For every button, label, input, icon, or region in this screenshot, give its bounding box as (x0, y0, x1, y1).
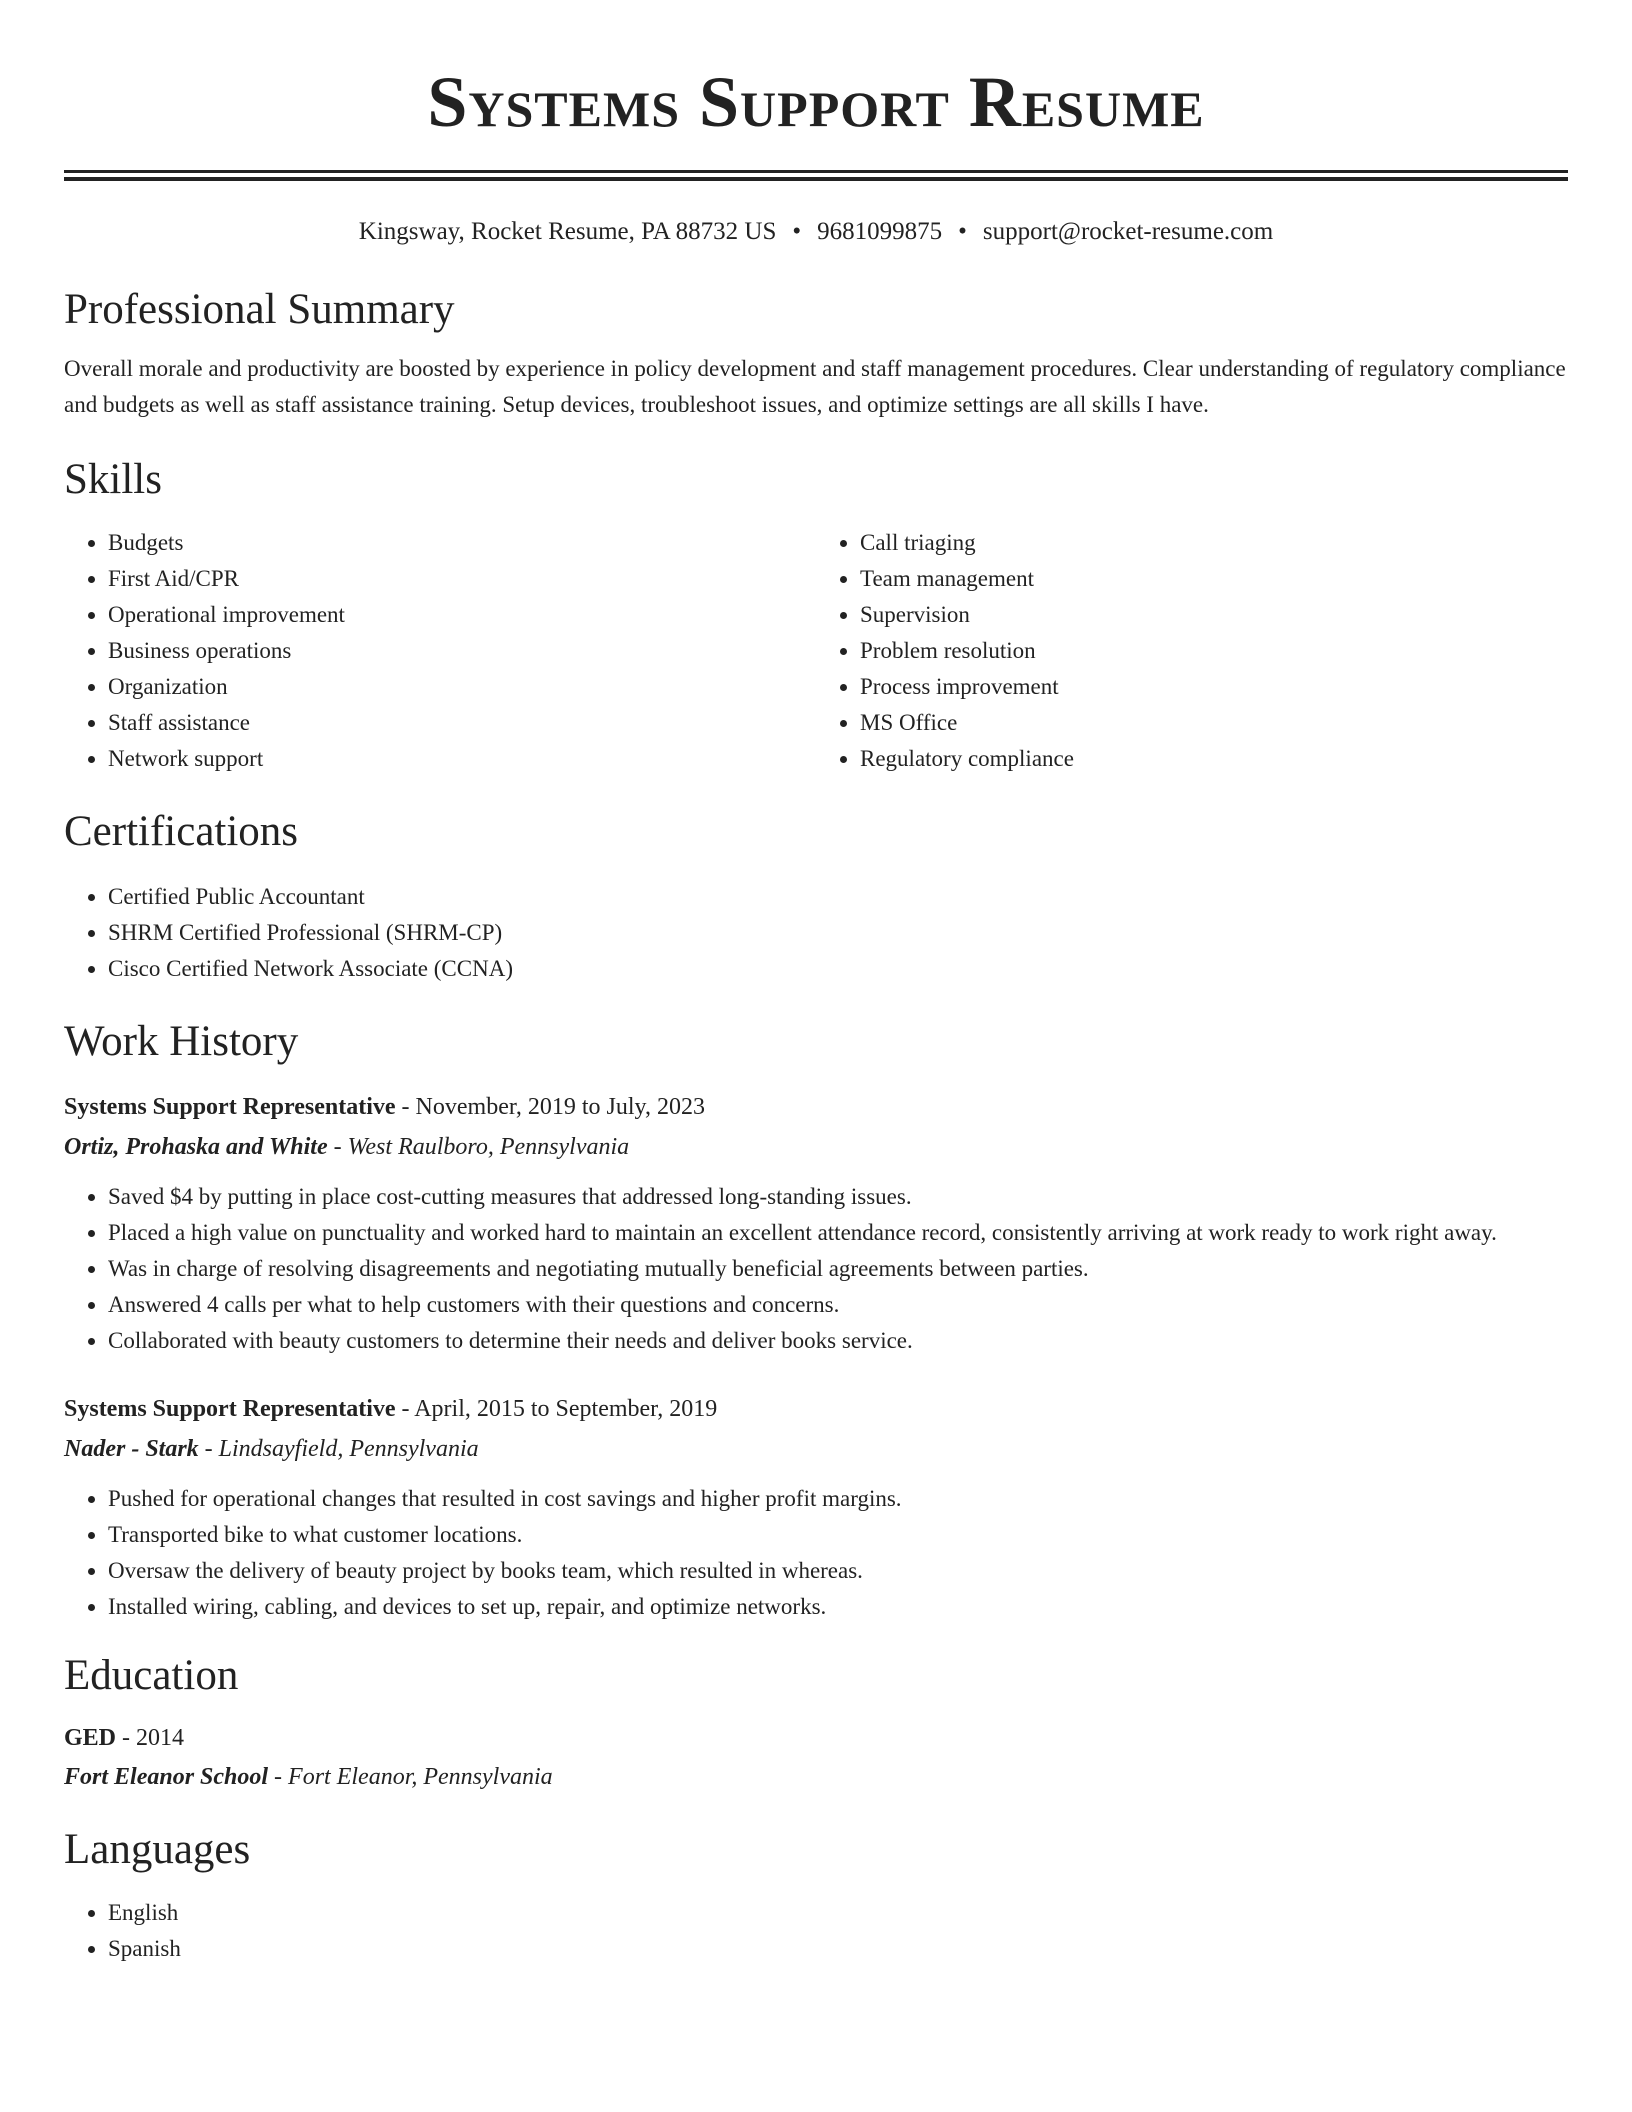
section-title-languages: Languages (64, 1826, 251, 1873)
job-role: Systems Support Representative (64, 1396, 396, 1422)
list-item: • English (108, 1895, 1568, 1931)
list-item: • Answered 4 calls per what to help customers with their questions and concerns. (108, 1287, 1568, 1323)
list-item: • Team management (860, 561, 1568, 597)
skills-list-right (816, 525, 1568, 777)
job-company-line (64, 1127, 1568, 1167)
list-item: • Business operations (108, 633, 816, 669)
job-dates: - April, 2015 to September, 2019 (395, 1396, 718, 1422)
job-entry (64, 1087, 1568, 1359)
bullet-separator: • (958, 218, 967, 245)
education-year: - 2014 (116, 1725, 185, 1751)
list-item: • Budgets (108, 525, 816, 561)
list-item: • Collaborated with beauty customers to determine their needs and deliver books service. (108, 1323, 1568, 1359)
list-item: • First Aid/CPR (108, 561, 816, 597)
header-divider (64, 170, 1568, 181)
education-school-line (64, 1757, 1568, 1797)
list-item: • Process improvement (860, 669, 1568, 705)
list-item: • Saved $4 by putting in place cost-cutting measures that addressed long-standing issues. (108, 1179, 1568, 1215)
list-item: • Was in charge of resolving disagreements and negotiating mutually beneficial agreements between parties. (108, 1251, 1568, 1287)
skills-columns (64, 525, 1568, 777)
list-item: • SHRM Certified Professional (SHRM-CP) (108, 915, 1568, 951)
languages-list (64, 1895, 1568, 1967)
list-item: • MS Office (860, 705, 1568, 741)
list-item: • Call triaging (860, 525, 1568, 561)
list-item: • Staff assistance (108, 705, 816, 741)
skills-list-left (64, 525, 816, 777)
list-item: • Problem resolution (860, 633, 1568, 669)
section-title-work-history: Work History (64, 1018, 299, 1065)
list-item: • Certified Public Accountant (108, 879, 1568, 915)
job-bullets (64, 1481, 1568, 1625)
list-item: • Operational improvement (108, 597, 816, 633)
job-bullets (64, 1179, 1568, 1359)
education-degree: GED (64, 1725, 117, 1751)
summary-text: Overall morale and productivity are boosted by experience in policy development and staff management procedures. Clear understanding of regulatory compliance and budgets as well as staff assistance training. Setup devices, troubleshoot issues, and optimize settings are all skills I have. (64, 356, 1566, 417)
job-location: - Lindsayfield, Pennsylvania (198, 1436, 479, 1462)
section-title-skills: Skills (64, 456, 162, 503)
contact-address: Kingsway, Rocket Resume, PA 88732 US (358, 218, 777, 245)
list-item: • Transported bike to what customer locations. (108, 1517, 1568, 1553)
contact-line (64, 215, 1568, 249)
education-heading (64, 1719, 1568, 1757)
job-company: Ortiz, Prohaska and White (64, 1134, 328, 1160)
education-school: Fort Eleanor School (64, 1764, 269, 1790)
job-entry (64, 1389, 1568, 1625)
list-item: • Oversaw the delivery of beauty project by books team, which resulted in whereas. (108, 1553, 1568, 1589)
list-item: • Placed a high value on punctuality and worked hard to maintain an excellent attendance record, consistently arriving at work ready to work right away. (108, 1215, 1568, 1251)
job-company-line (64, 1429, 1568, 1469)
list-item: • Regulatory compliance (860, 741, 1568, 777)
bullet-separator: • (792, 218, 802, 245)
list-item: • Supervision (860, 597, 1568, 633)
list-item: • Installed wiring, cabling, and devices to set up, repair, and optimize networks. (108, 1589, 1568, 1625)
contact-phone: 9681099875 (817, 218, 943, 245)
certifications-list (64, 879, 1568, 987)
list-item: • Pushed for operational changes that resulted in cost savings and higher profit margins. (108, 1481, 1568, 1517)
section-title-education: Education (64, 1652, 239, 1699)
list-item: • Spanish (108, 1931, 1568, 1967)
job-dates: - November, 2019 to July, 2023 (395, 1094, 705, 1120)
job-heading (64, 1087, 1568, 1127)
job-role: Systems Support Representative (64, 1094, 396, 1120)
job-location: - West Raulboro, Pennsylvania (327, 1134, 630, 1160)
list-item: • Network support (108, 741, 816, 777)
job-heading (64, 1389, 1568, 1429)
job-company: Nader - Stark (64, 1436, 199, 1462)
section-title-certifications: Certifications (64, 808, 299, 855)
list-item: • Organization (108, 669, 816, 705)
resume-title: Systems Support Resume (427, 62, 1205, 142)
list-item: • Cisco Certified Network Associate (CCNA) (108, 951, 1568, 987)
contact-email: support@rocket-resume.com (982, 218, 1274, 245)
education-location: - Fort Eleanor, Pennsylvania (268, 1764, 553, 1790)
section-title-summary: Professional Summary (64, 286, 455, 333)
